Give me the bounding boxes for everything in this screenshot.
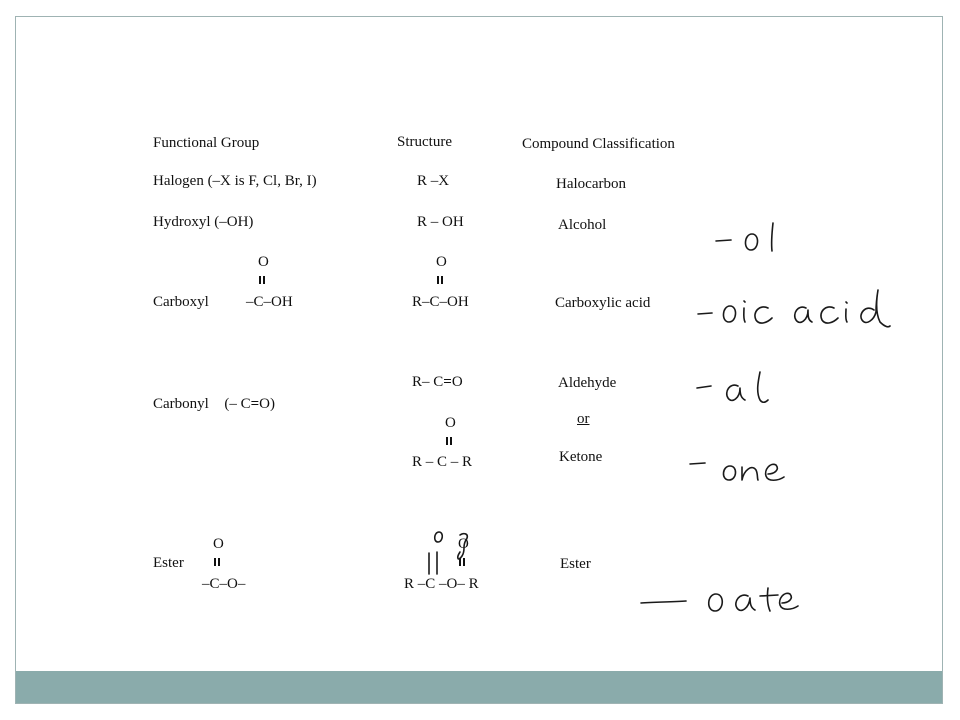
carboxyl-group-oxygen: O [258,254,269,270]
carbonyl-group-label [153,397,275,412]
ketone-structure-double-bond [446,437,452,445]
aldehyde-structure-eq: = [443,374,452,390]
carboxyl-structure-double-bond [437,276,443,284]
carbonyl-formula-post: O) [259,396,275,412]
ester-classification: Ester [560,556,591,572]
carboxyl-structure-oxygen: O [436,254,447,270]
hydroxyl-classification: Alcohol [558,217,607,233]
ester-group-label: Ester [153,555,184,571]
aldehyde-structure-pre: R– C [412,374,444,390]
slide-frame [15,16,943,704]
header-functional-group: Functional Group [153,135,260,151]
ketone-classification: Ketone [559,449,603,465]
hydroxyl-group: Hydroxyl (–OH) [153,214,254,230]
ester-structure-oxygen: O [458,536,469,552]
header-structure: Structure [397,134,452,150]
carboxyl-structure: R–C–OH [412,294,469,310]
carboxyl-group-label: Carboxyl [153,294,209,310]
ester-group-formula: –C–O– [202,576,246,592]
aldehyde-structure [412,375,463,390]
ketone-structure-oxygen: O [445,415,456,431]
carbonyl-formula-pre: (– C [224,396,251,412]
aldehyde-classification: Aldehyde [558,375,617,391]
hydroxyl-structure: R – OH [417,214,464,230]
halogen-classification: Halocarbon [556,176,626,192]
header-compound-classification: Compound Classification [522,136,675,152]
ketone-structure: R – C – R [412,454,473,470]
carboxyl-group-formula: –C–OH [246,294,293,310]
halogen-structure: R –X [417,173,450,189]
carboxyl-group-double-bond [259,276,265,284]
ester-group-oxygen: O [213,536,224,552]
ester-structure: R –C –O– R [404,576,479,592]
footer-bar [16,671,942,703]
aldehyde-structure-post: O [451,374,463,390]
ester-structure-double-bond [459,558,465,566]
carbonyl-formula-eq: = [250,396,260,412]
halogen-group: Halogen (–X is F, Cl, Br, I) [153,173,317,189]
carboxyl-classification: Carboxylic acid [555,295,651,311]
ester-group-double-bond [214,558,220,566]
or-label: or [577,411,590,427]
carbonyl-label-text: Carbonyl [153,396,209,412]
